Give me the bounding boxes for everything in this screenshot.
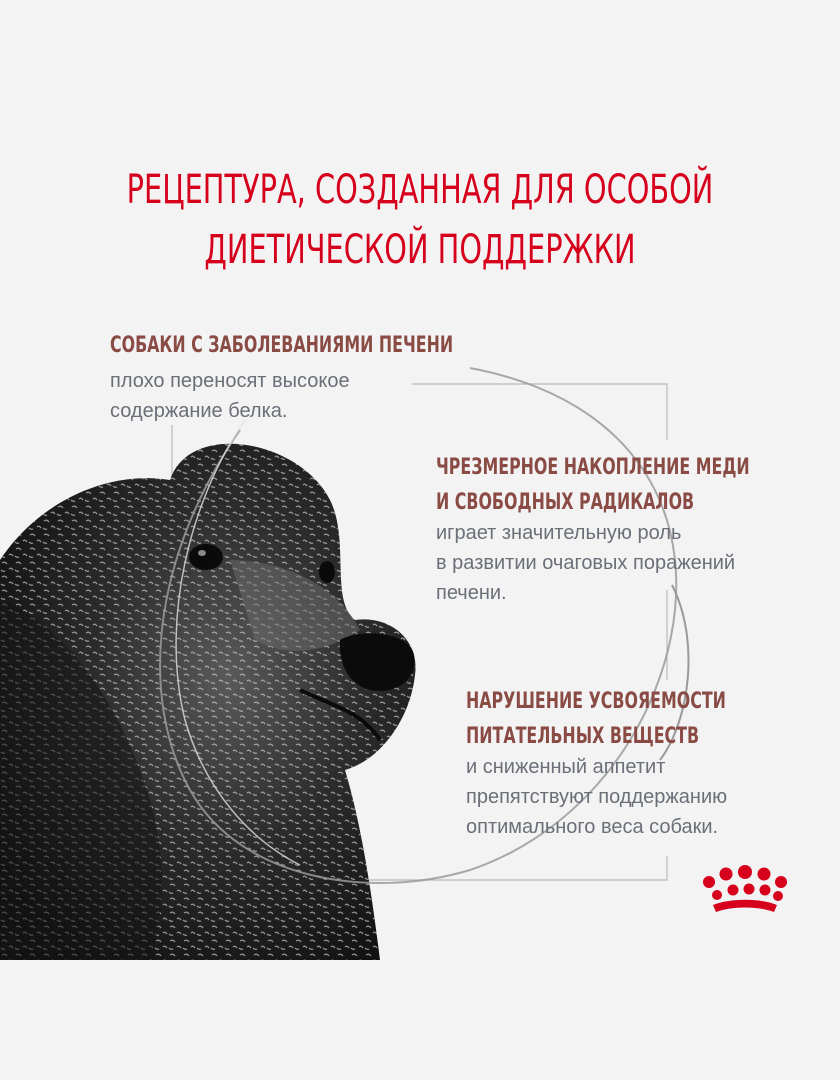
point-2-heading: ЧРЕЗМЕРНОЕ НАКОПЛЕНИЕ МЕДИ И СВОБОДНЫХ РАДИКАЛОВ bbox=[436, 455, 750, 515]
point-3-text: и сниженный аппетит препятствуют поддержанию оптимального веса собаки. bbox=[466, 756, 728, 838]
title-line-2: ДИЕТИЧЕСКОЙ ПОДДЕРЖКИ bbox=[204, 227, 636, 273]
point-3-heading: НАРУШЕНИЕ УСВОЯЕМОСТИ ПИТАТЕЛЬНЫХ ВЕЩЕСТВ bbox=[466, 689, 726, 749]
royal-crown-logo-icon bbox=[703, 865, 787, 912]
point-1-text: плохо переносят высокое содержание белка. bbox=[110, 370, 350, 422]
point-2-text: играет значительную роль в развитии очаговых поражений печени. bbox=[436, 522, 736, 604]
title-line-1: РЕЦЕПТУРА, СОЗДАННАЯ ДЛЯ ОСОБОЙ bbox=[126, 167, 714, 213]
dog-eye bbox=[189, 544, 223, 570]
point-1-heading: СОБАКИ С ЗАБОЛЕВАНИЯМИ ПЕЧЕНИ bbox=[110, 333, 454, 358]
